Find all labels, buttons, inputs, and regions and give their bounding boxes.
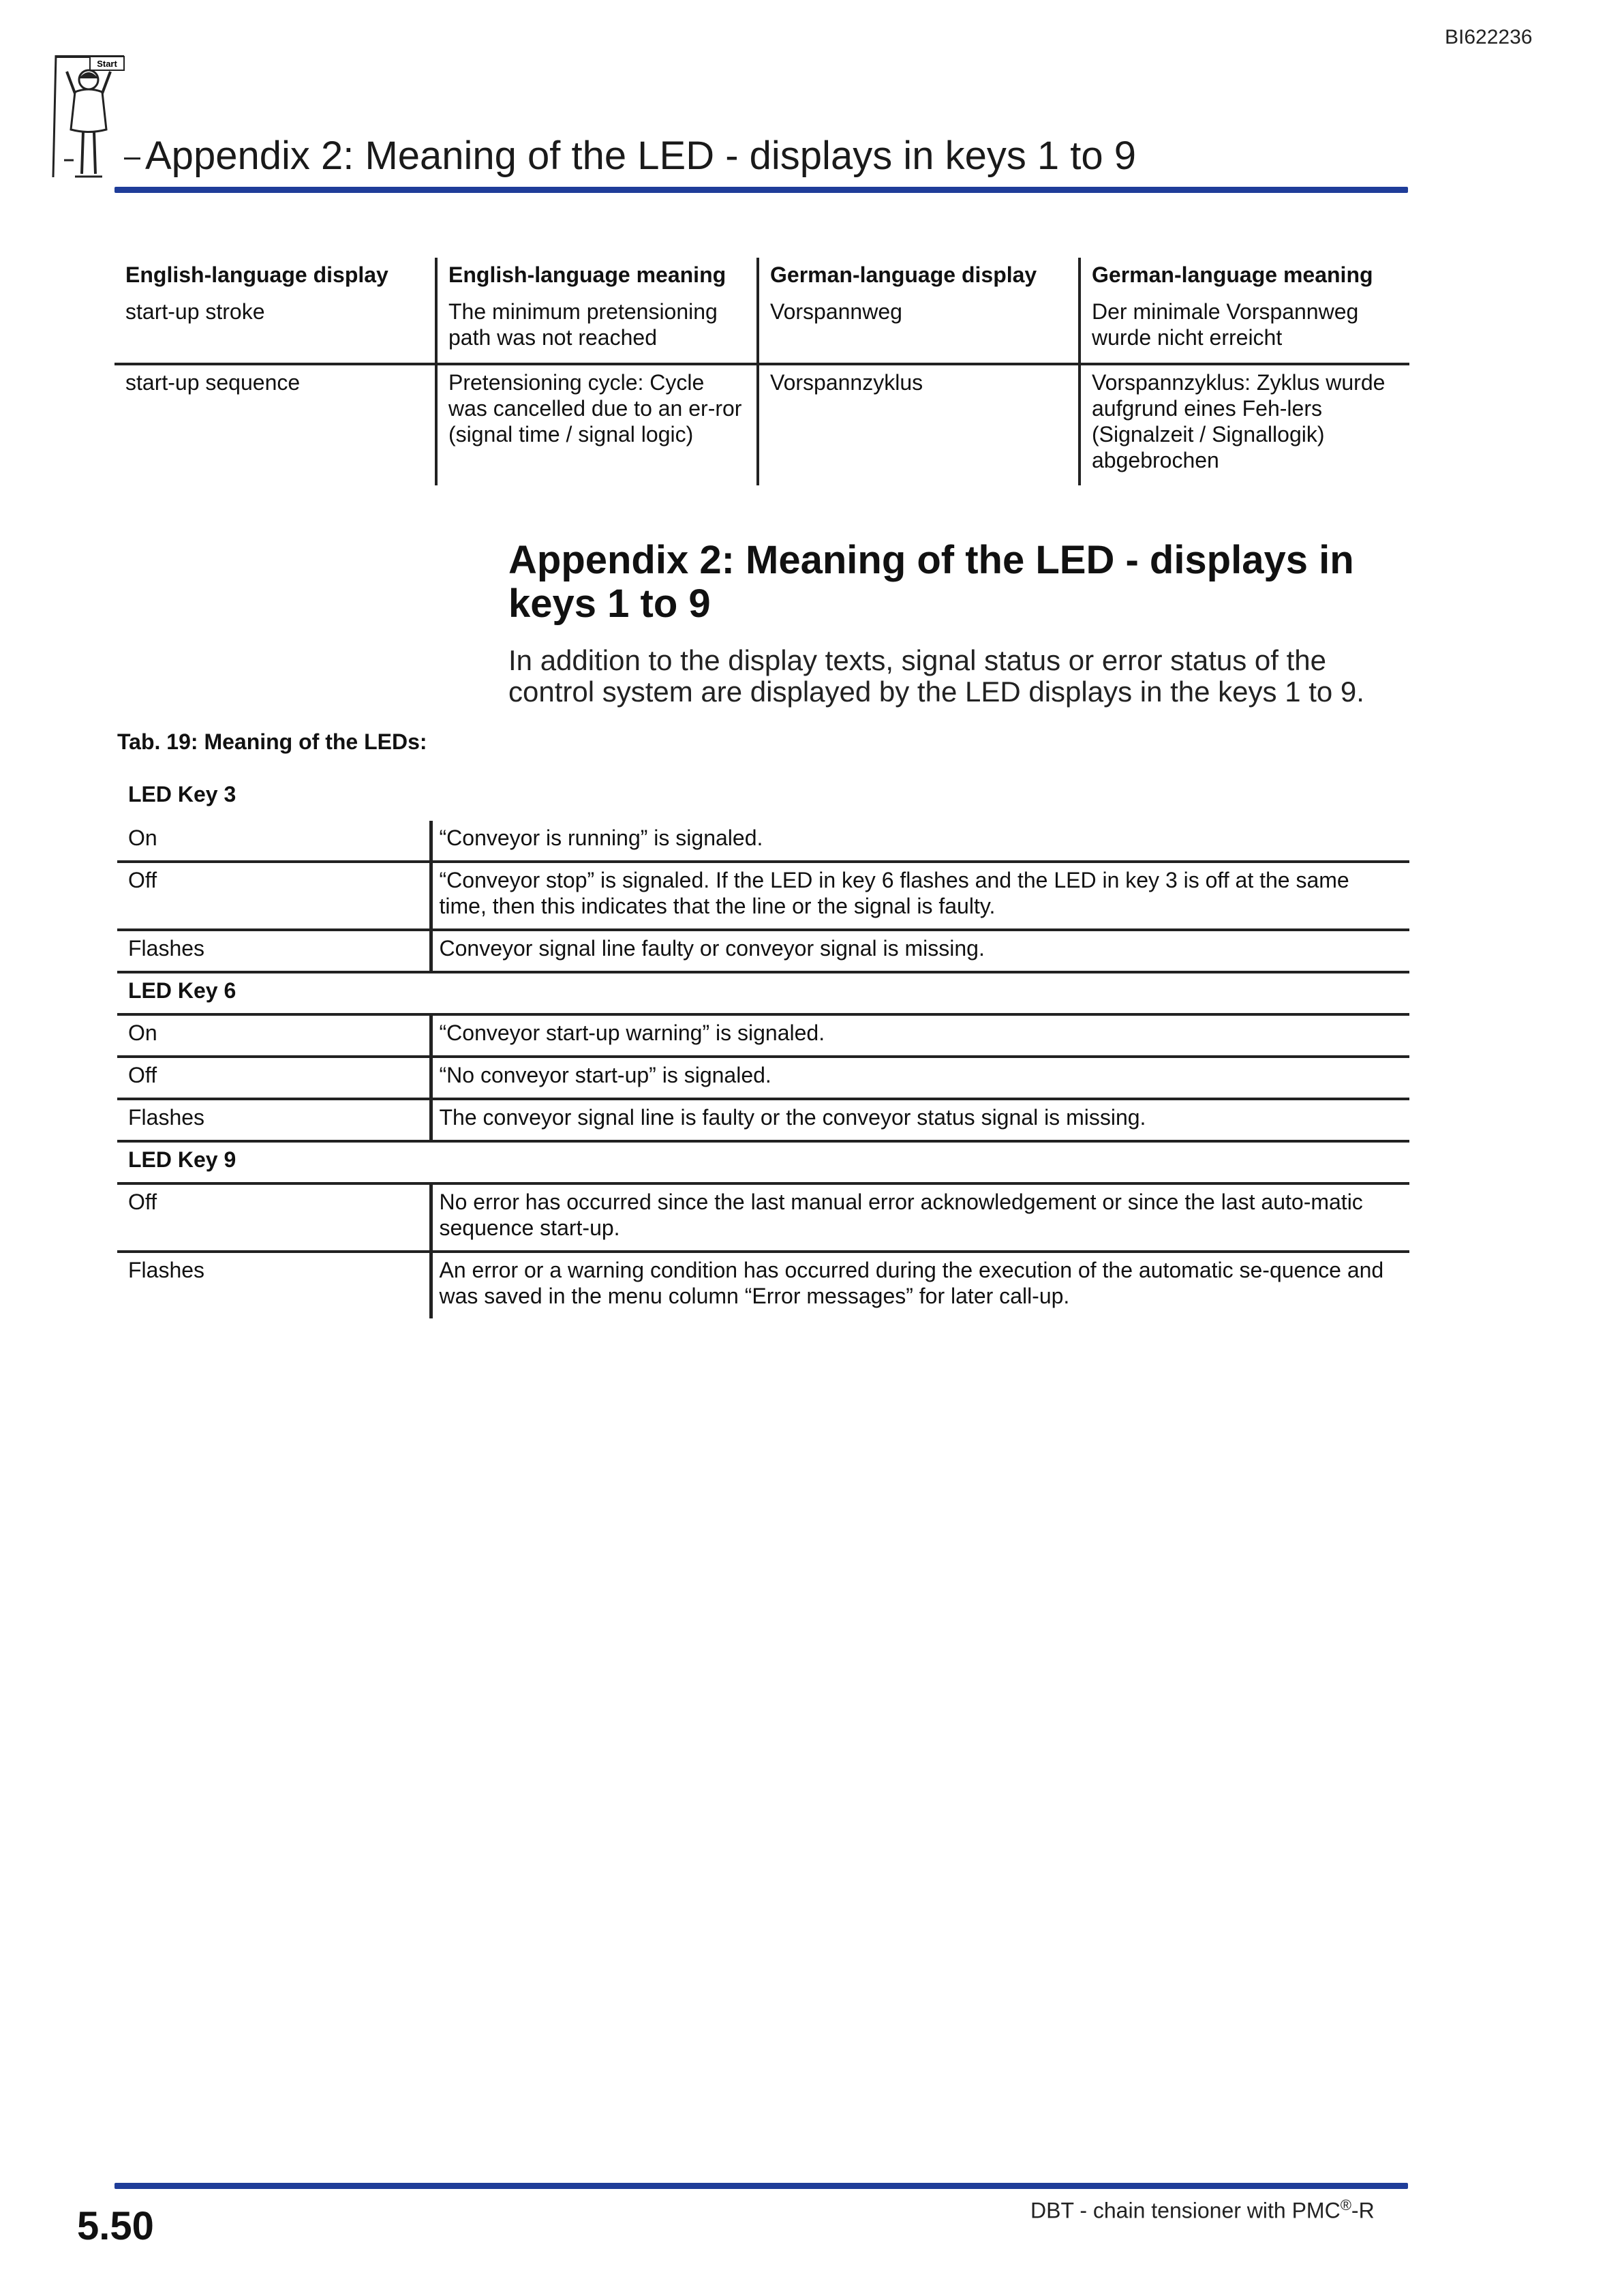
table-cell: Vorspannzyklus xyxy=(758,364,1080,485)
table-row xyxy=(117,1252,1409,1318)
table-cell: Vorspannweg xyxy=(758,294,1080,364)
led-key-heading xyxy=(117,972,1409,1014)
table-row xyxy=(117,1183,1409,1252)
led-state: Flashes xyxy=(117,1099,431,1141)
footer-rule xyxy=(114,2183,1408,2189)
table-cell: start-up sequence xyxy=(125,370,301,395)
start-figure-icon xyxy=(48,51,136,184)
product-name-prefix: DBT - chain tensioner with PMC xyxy=(1030,2198,1341,2223)
column-header: German-language meaning xyxy=(1080,258,1409,294)
table-row xyxy=(117,1099,1409,1141)
led-meaning: “Conveyor stop” is signaled. If the LED in key 6 flashes and the LED in key 3 is off at the same time, then this indicates that the line or the signal is faulty. xyxy=(431,862,1409,930)
led-key-label: LED Key 9 xyxy=(117,1141,1409,1183)
document-id: BI622236 xyxy=(1445,26,1533,48)
section-title: Appendix 2: Meaning of the LED - displays in keys 1 to 9 xyxy=(508,538,1354,626)
led-state: Flashes xyxy=(117,930,431,972)
led-meaning: “Conveyor start-up warning” is signaled. xyxy=(431,1014,1409,1057)
table-row xyxy=(117,1057,1409,1099)
led-meaning: An error or a warning condition has occurred during the execution of the automatic se-quence and was saved in the menu column “Error messages” for later call-up. xyxy=(431,1252,1409,1318)
led-state: Off xyxy=(117,1057,431,1099)
column-header: English-language meaning xyxy=(436,258,758,294)
led-table xyxy=(117,777,1409,1318)
table-caption: Tab. 19: Meaning of the LEDs: xyxy=(117,729,427,754)
display-table xyxy=(114,258,1409,485)
led-key-heading xyxy=(117,777,1409,821)
table-row xyxy=(117,821,1409,862)
table-row xyxy=(114,364,1409,485)
led-state: On xyxy=(117,821,431,862)
table-row xyxy=(114,294,1409,364)
table-cell: start-up stroke xyxy=(114,294,436,364)
display-table-header xyxy=(114,258,1409,294)
led-key-heading xyxy=(117,1141,1409,1183)
page-number: 5.50 xyxy=(77,2204,154,2248)
led-meaning: No error has occurred since the last manual error acknowledgement or since the last auto-matic sequence start-up. xyxy=(431,1183,1409,1252)
header-rule xyxy=(114,187,1408,193)
led-state: Off xyxy=(117,1183,431,1252)
led-meaning: Conveyor signal line faulty or conveyor signal is missing. xyxy=(431,930,1409,972)
led-meaning: The conveyor signal line is faulty or the conveyor status signal is missing. xyxy=(431,1099,1409,1141)
table-row xyxy=(117,1014,1409,1057)
start-figure-label: Start xyxy=(97,59,117,69)
table-cell: Vorspannzyklus: Zyklus wurde aufgrund eines Feh-lers (Signalzeit / Signallogik) abgebrochen xyxy=(1080,364,1409,485)
table-row xyxy=(117,862,1409,930)
registered-mark: ® xyxy=(1340,2196,1351,2214)
led-state: Off xyxy=(117,862,431,930)
led-key-label: LED Key 3 xyxy=(128,782,236,806)
led-meaning: “No conveyor start-up” is signaled. xyxy=(431,1057,1409,1099)
header-title: Appendix 2: Meaning of the LED - displays in keys 1 to 9 xyxy=(145,134,1137,178)
header-dash xyxy=(124,157,140,160)
table-cell: Der minimale Vorspannweg wurde nicht erreicht xyxy=(1080,294,1409,364)
footer-product-name xyxy=(1030,2196,1375,2224)
led-meaning: “Conveyor is running” is signaled. xyxy=(431,821,1409,862)
column-header: German-language display xyxy=(758,258,1080,294)
led-state: Flashes xyxy=(128,1258,205,1282)
table-cell: Pretensioning cycle: Cycle was cancelled due to an er-ror (signal time / signal logic) xyxy=(436,364,758,485)
table-cell: The minimum pretensioning path was not reached xyxy=(436,294,758,364)
led-key-label: LED Key 6 xyxy=(117,972,1409,1014)
product-name-suffix: -R xyxy=(1351,2198,1375,2223)
table-row xyxy=(117,930,1409,972)
section-intro: In addition to the display texts, signal status or error status of the control system are displayed by the LED displays in the keys 1 to 9. xyxy=(508,644,1364,708)
led-state: On xyxy=(117,1014,431,1057)
column-header: English-language display xyxy=(125,262,388,287)
